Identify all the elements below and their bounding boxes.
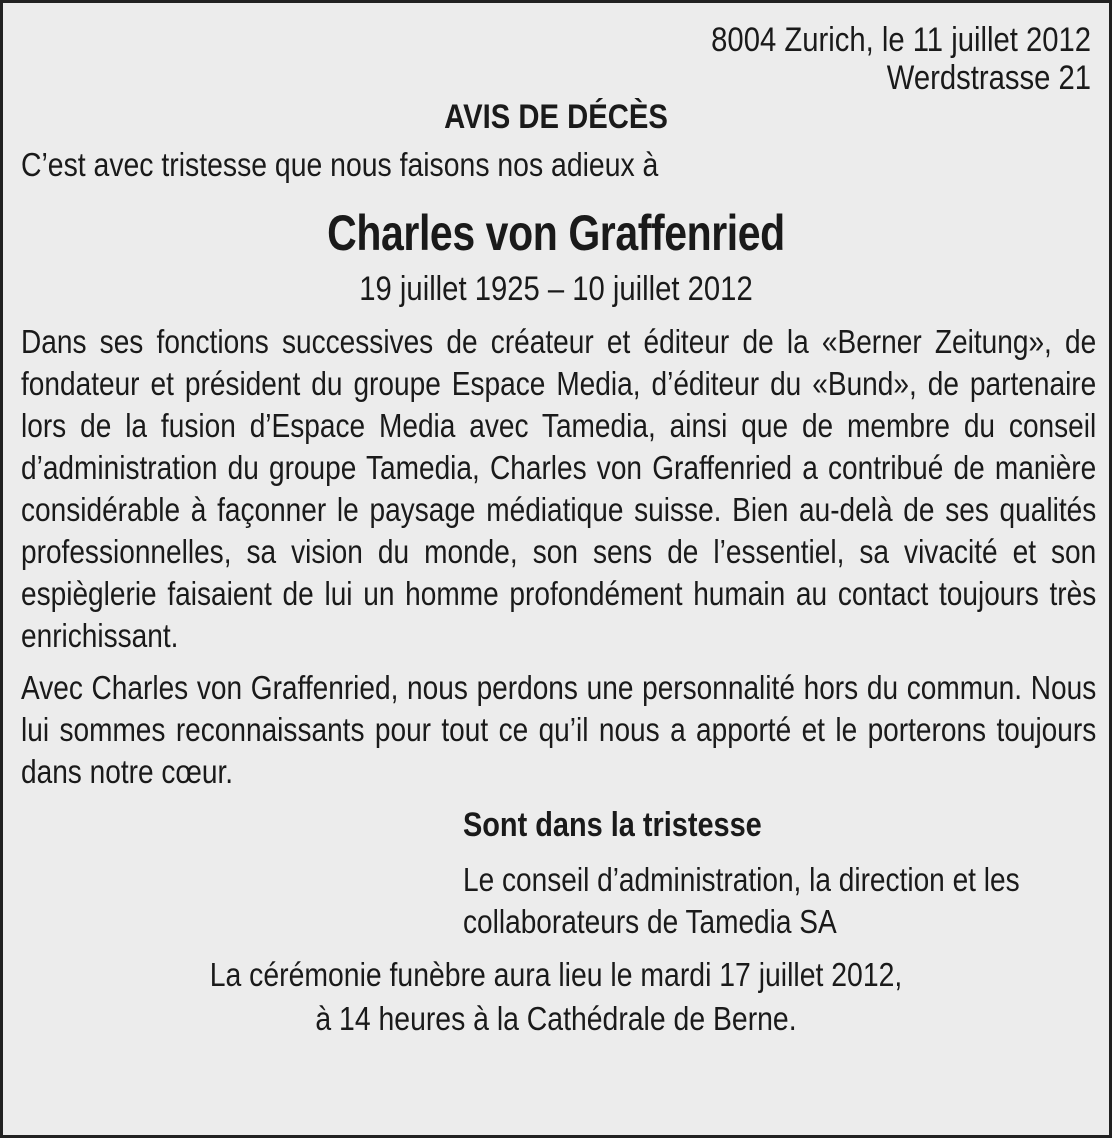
ceremony-line-date: La cérémonie funèbre aura lieu le mardi 17 juillet 2012, — [209, 956, 903, 993]
closing-paragraph-wrap — [21, 667, 1096, 793]
sender-address — [171, 21, 1091, 97]
ceremony-line-place: à 14 heures à la Cathédrale de Berne. — [315, 1000, 797, 1037]
signoff-block — [463, 803, 1091, 943]
notice-heading: AVIS DE DÉCÈS — [444, 98, 668, 136]
address-line-city-date: 8004 Zurich, le 11 juillet 2012 — [711, 21, 1091, 59]
tribute-paragraph: Dans ses fonctions successives de créateur et éditeur de la «Berner Zeitung», de fondateur et président du groupe Espace Media, d’éditeur du «Bund», de partenaire lors de la fusion d’Espace Media avec Tamedia, ainsi que de membre du conseil d’administration du groupe Tamedia, Charles von Graffenried a contribué de manière considérable à façonner le paysage médiatique suisse. Bien au-delà de ses qualités professionnelles, sa vision du monde, son sens de l’essentiel, sa vivacité et son espièglerie faisaient de lui un homme profondément humain au contact toujours très enrichissant. — [21, 323, 1097, 654]
ceremony-info — [96, 953, 1016, 1041]
intro-text: C’est avec tristesse que nous faisons nos adieux à — [21, 146, 659, 183]
signoff-signatories: Le conseil d’administration, la direction et les collaborateurs de Tamedia SA — [463, 861, 1020, 940]
signoff-title: Sont dans la tristesse — [463, 806, 762, 844]
deceased-name: Charles von Graffenried — [327, 205, 785, 261]
closing-paragraph: Avec Charles von Graffenried, nous perdons une personnalité hors du commun. Nous lui sommes reconnaissants pour tout ce qu’il nous a apporté et le porterons toujours dans notre cœur. — [21, 669, 1097, 790]
tribute-paragraph-wrap — [21, 321, 1096, 657]
address-line-street: Werdstrasse 21 — [886, 59, 1091, 97]
life-dates: 19 juillet 1925 – 10 juillet 2012 — [359, 270, 753, 308]
